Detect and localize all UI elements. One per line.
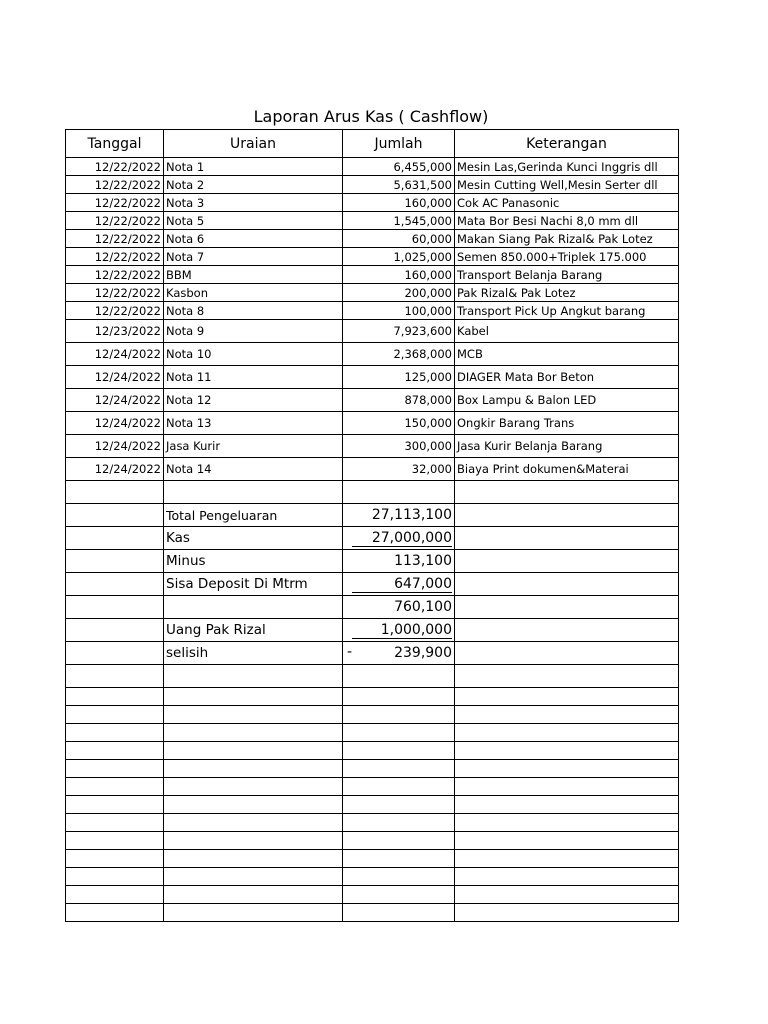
- cell-tanggal: 12/22/2022: [66, 248, 164, 266]
- table-row: [66, 158, 679, 176]
- summary-minus-row: [66, 550, 679, 573]
- summary-sisa-row: [66, 573, 679, 596]
- cell-uraian: Nota 2: [164, 176, 343, 194]
- cell-keterangan: Pak Rizal& Pak Lotez: [455, 284, 679, 302]
- cell-uraian: Nota 9: [164, 320, 343, 343]
- cell-uraian: Nota 10: [164, 343, 343, 366]
- cell-keterangan: Cok AC Panasonic: [455, 194, 679, 212]
- selisih-label: selisih: [164, 642, 343, 665]
- minus-label: Minus: [164, 550, 343, 573]
- cell-uraian: Nota 7: [164, 248, 343, 266]
- cell-tanggal: 12/24/2022: [66, 343, 164, 366]
- cell-jumlah: 125,000: [343, 366, 455, 389]
- selisih-value: 239,900: [394, 645, 452, 661]
- empty-row: [66, 706, 679, 724]
- cell-tanggal: 12/22/2022: [66, 302, 164, 320]
- cell-keterangan: Mesin Las,Gerinda Kunci Inggris dll: [455, 158, 679, 176]
- cell-uraian: Jasa Kurir: [164, 435, 343, 458]
- empty-row: [66, 796, 679, 814]
- empty-row: [66, 832, 679, 850]
- uang-label: Uang Pak Rizal: [164, 619, 343, 642]
- cell-uraian: Nota 5: [164, 212, 343, 230]
- cell-tanggal: 12/24/2022: [66, 389, 164, 412]
- cell-tanggal: 12/22/2022: [66, 230, 164, 248]
- sisa-value: 647,000: [352, 576, 452, 593]
- cell-jumlah: 200,000: [343, 284, 455, 302]
- empty-row: [66, 688, 679, 706]
- cell-uraian: Nota 1: [164, 158, 343, 176]
- cell-jumlah: 160,000: [343, 266, 455, 284]
- cell-tanggal: 12/24/2022: [66, 412, 164, 435]
- empty-row: [66, 814, 679, 832]
- empty-row: [66, 886, 679, 904]
- empty-row: [66, 778, 679, 796]
- cell-jumlah: 160,000: [343, 194, 455, 212]
- sisa-label: Sisa Deposit Di Mtrm: [164, 573, 343, 596]
- cell-uraian: Nota 8: [164, 302, 343, 320]
- table-row: [66, 212, 679, 230]
- summary-kas-row: [66, 527, 679, 550]
- table-row: [66, 248, 679, 266]
- table-row: [66, 435, 679, 458]
- empty-row: [66, 481, 679, 504]
- total-value: 27,113,100: [343, 504, 455, 527]
- cell-tanggal: 12/22/2022: [66, 158, 164, 176]
- uang-value: 1,000,000: [352, 622, 452, 639]
- cell-uraian: Nota 6: [164, 230, 343, 248]
- cell-uraian: Kasbon: [164, 284, 343, 302]
- cell-jumlah: 150,000: [343, 412, 455, 435]
- header-jumlah: Jumlah: [343, 130, 455, 158]
- cell-tanggal: 12/23/2022: [66, 320, 164, 343]
- summary-selisih-row: [66, 642, 679, 665]
- cell-uraian: Nota 12: [164, 389, 343, 412]
- summary-subtotal-row: [66, 596, 679, 619]
- cell-uraian: Nota 14: [164, 458, 343, 481]
- cell-uraian: Nota 13: [164, 412, 343, 435]
- cell-uraian: BBM: [164, 266, 343, 284]
- table-row: [66, 320, 679, 343]
- cell-keterangan: Jasa Kurir Belanja Barang: [455, 435, 679, 458]
- subtotal-value: 760,100: [343, 596, 455, 619]
- cell-keterangan: Makan Siang Pak Rizal& Pak Lotez: [455, 230, 679, 248]
- cell-jumlah: 300,000: [343, 435, 455, 458]
- cell-keterangan: Biaya Print dokumen&Materai: [455, 458, 679, 481]
- cell-uraian: Nota 11: [164, 366, 343, 389]
- empty-row: [66, 724, 679, 742]
- cell-tanggal: 12/24/2022: [66, 458, 164, 481]
- cell-tanggal: 12/22/2022: [66, 266, 164, 284]
- empty-row: [66, 665, 679, 688]
- empty-row: [66, 742, 679, 760]
- cell-keterangan: Mesin Cutting Well,Mesin Serter dll: [455, 176, 679, 194]
- table-row: [66, 343, 679, 366]
- cell-jumlah: 1,025,000: [343, 248, 455, 266]
- total-label: Total Pengeluaran: [164, 504, 343, 527]
- cell-keterangan: Ongkir Barang Trans: [455, 412, 679, 435]
- cell-uraian: Nota 3: [164, 194, 343, 212]
- cell-jumlah: 6,455,000: [343, 158, 455, 176]
- summary-total-row: [66, 504, 679, 527]
- cell-tanggal: 12/22/2022: [66, 194, 164, 212]
- table-row: [66, 266, 679, 284]
- selisih-sign: -: [347, 644, 353, 660]
- page-title: Laporan Arus Kas ( Cashflow): [253, 107, 489, 126]
- header-uraian: Uraian: [164, 130, 343, 158]
- cell-jumlah: 5,631,500: [343, 176, 455, 194]
- header-keterangan: Keterangan: [455, 130, 679, 158]
- table-row: [66, 366, 679, 389]
- cell-jumlah: 60,000: [343, 230, 455, 248]
- cashflow-table: [65, 129, 679, 922]
- cell-keterangan: Kabel: [455, 320, 679, 343]
- cell-jumlah: 100,000: [343, 302, 455, 320]
- cell-keterangan: Transport Pick Up Angkut barang: [455, 302, 679, 320]
- cell-tanggal: 12/22/2022: [66, 284, 164, 302]
- summary-uang-row: [66, 619, 679, 642]
- empty-row: [66, 904, 679, 922]
- cell-keterangan: Transport Belanja Barang: [455, 266, 679, 284]
- table-row: [66, 230, 679, 248]
- cell-jumlah: 878,000: [343, 389, 455, 412]
- empty-row: [66, 868, 679, 886]
- cell-tanggal: 12/22/2022: [66, 212, 164, 230]
- header-tanggal: Tanggal: [66, 130, 164, 158]
- cell-jumlah: 7,923,600: [343, 320, 455, 343]
- cell-keterangan: MCB: [455, 343, 679, 366]
- cell-keterangan: DIAGER Mata Bor Beton: [455, 366, 679, 389]
- minus-value: 113,100: [343, 550, 455, 573]
- table-row: [66, 412, 679, 435]
- cell-jumlah: 32,000: [343, 458, 455, 481]
- table-row: [66, 284, 679, 302]
- table-row: [66, 176, 679, 194]
- cell-keterangan: Mata Bor Besi Nachi 8,0 mm dll: [455, 212, 679, 230]
- table-row: [66, 458, 679, 481]
- empty-row: [66, 760, 679, 778]
- table-row: [66, 302, 679, 320]
- table-row: [66, 389, 679, 412]
- cell-jumlah: 2,368,000: [343, 343, 455, 366]
- cell-tanggal: 12/24/2022: [66, 366, 164, 389]
- table-row: [66, 194, 679, 212]
- kas-value: 27,000,000: [352, 530, 452, 547]
- cell-tanggal: 12/24/2022: [66, 435, 164, 458]
- cell-jumlah: 1,545,000: [343, 212, 455, 230]
- cell-keterangan: Box Lampu & Balon LED: [455, 389, 679, 412]
- header-row: [66, 130, 679, 158]
- cell-tanggal: 12/22/2022: [66, 176, 164, 194]
- kas-label: Kas: [164, 527, 343, 550]
- empty-row: [66, 850, 679, 868]
- cell-keterangan: Semen 850.000+Triplek 175.000: [455, 248, 679, 266]
